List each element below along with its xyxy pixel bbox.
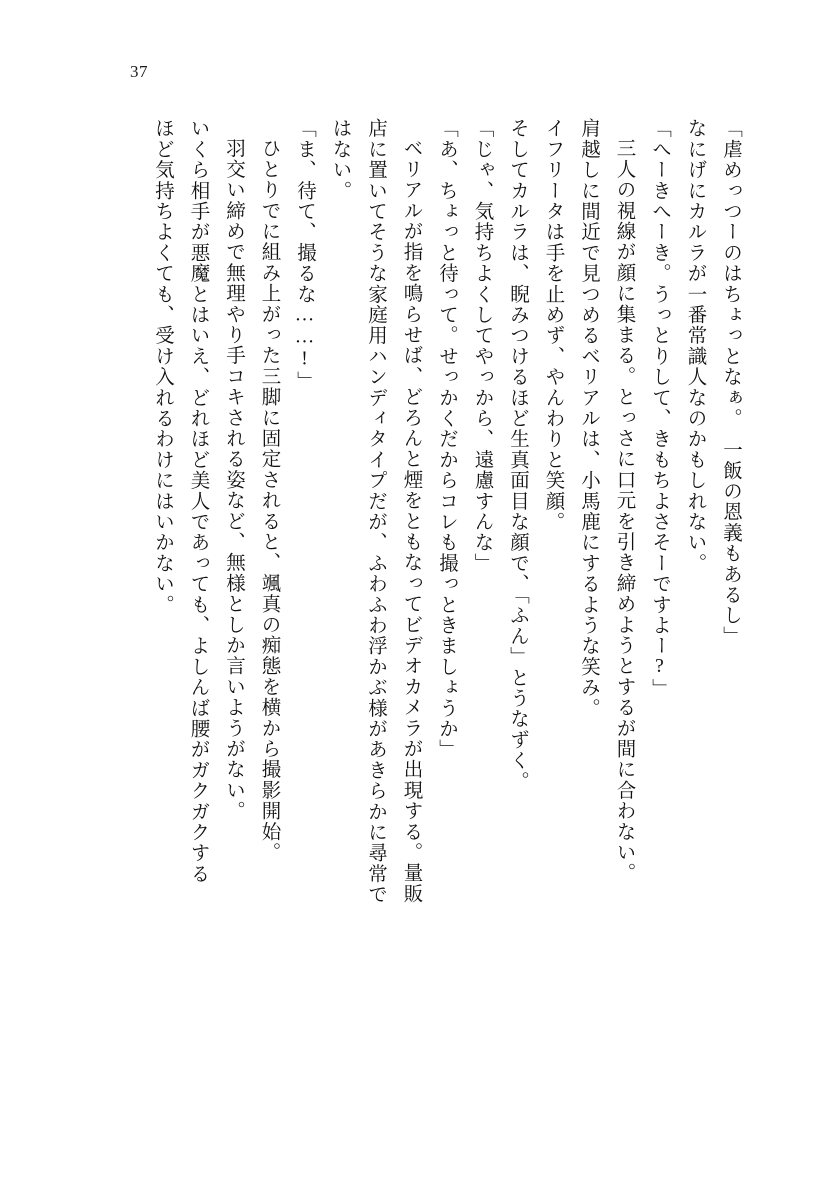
body-line: はない。 [329, 118, 351, 201]
page-number: 37 [130, 62, 148, 81]
body-line: なにげにカルラが一番常識人なのかもしれない。 [684, 118, 706, 574]
body-line: 「あ、ちょっと待って。せっかくだからコレも撮っときましょうか」 [436, 118, 457, 760]
body-line: 「ま、待て、撮るな……!」 [294, 118, 315, 392]
body-line: ほど気持ちよくても、受け入れるわけにはいかない。 [152, 118, 173, 615]
body-line: イフリータは手を止めず、やんわりと笑顔。 [542, 118, 564, 532]
body-line: いくら相手が悪魔とはいえ、どれほど美人であっても、よしんば腰がガクガクする [187, 118, 209, 884]
body-line: 肩越しに間近で見つめるベリアルは、小馬鹿にするような笑み。 [578, 118, 599, 719]
body-line: そしてカルラは、睨みつけるほど生真面目な顔で、「ふん」とうなずく。 [507, 118, 528, 792]
body-line: 羽交い締めで無理やり手コキされる姿など、無様としか言いようがない。 [223, 137, 244, 821]
body-line: 店に置いてそうな家庭用ハンディタイプだが、ふわふわ浮かぶ様があきらかに尋常で [365, 118, 386, 905]
body-line: 三人の視線が顔に集まる。とっさに口元を引き締めようとするが間に合わない。 [613, 137, 635, 883]
body-line: 「虐めっつーのはちょっとなぁ。 一飯の恩義もあるし」 [720, 118, 741, 647]
body-line: 「へーきへーき。うっとりして、きもちよさそーですよー?」 [649, 118, 670, 700]
body-line: ひとりでに組み上がった三脚に固定されると、颯真の痴態を横から撮影開始。 [258, 137, 280, 862]
page-body-text [88, 118, 748, 1078]
body-line: 「じゃ、気持ちよくしてやっから、遠慮すんな」 [471, 118, 493, 574]
body-line: ベリアルが指を鳴らせば、どろんと煙をともなってビデオカメラが出現する。量販 [400, 137, 422, 904]
